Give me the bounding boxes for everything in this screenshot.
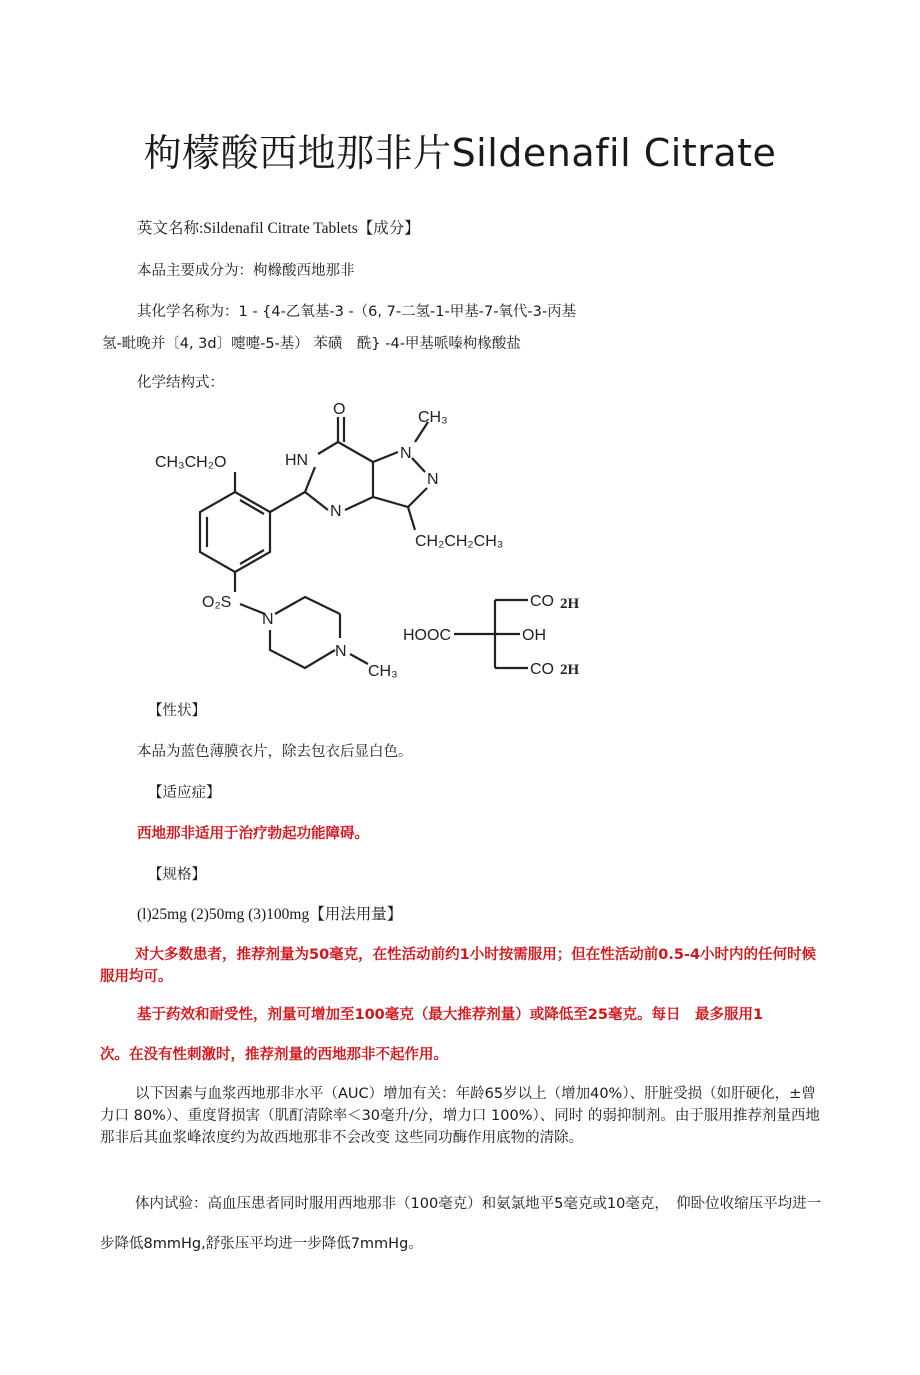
bond bbox=[270, 492, 305, 512]
structure-label: 化学结构式： bbox=[137, 375, 224, 391]
methyl-label: CH₃ bbox=[418, 409, 448, 426]
piperazine-n-label: N bbox=[335, 643, 347, 660]
bond bbox=[318, 442, 338, 454]
bond bbox=[270, 630, 335, 668]
dosage-paragraph-1: 对大多数患者，推荐剂量为50毫克，在性活动前约1小时按需服用；但在性活动前0.5-4小时内的任何时候服用均可。 bbox=[100, 947, 817, 985]
co2h-subscript: 2H bbox=[560, 596, 580, 612]
bond bbox=[373, 452, 398, 462]
in-vivo-paragraph: 体内试验：高血压患者同时服用西地那非（100毫克）和氨氯地平5毫克或10毫克， 仰卧位收缩压平均进一步降低8mmHg,舒张压平均进一步降低7mmHg。 bbox=[100, 1196, 822, 1252]
hooc-label: HOOC bbox=[403, 627, 451, 644]
bond bbox=[345, 497, 373, 510]
bond bbox=[305, 467, 315, 492]
co2h-subscript: 2H bbox=[560, 662, 580, 678]
bond bbox=[350, 654, 368, 664]
n-label: N bbox=[427, 471, 439, 488]
chemical-name-line-2: 氢-毗晚并〔4, 3d〕嚏嚏-5-基） 苯磺 酰} -4-甲基哌嗪枸椽酸盐 bbox=[102, 336, 521, 352]
sulfonyl-label: O₂S bbox=[202, 594, 232, 611]
english-name: 英文名称:Sildenafil Citrate Tablets【成分】 bbox=[137, 220, 420, 237]
propyl-label: CH₂CH₂CH₃ bbox=[415, 533, 504, 550]
n-label: N bbox=[400, 445, 412, 462]
bond bbox=[373, 497, 408, 507]
spec-text: (l)25mg (2)50mg (3)100mg【用法用量】 bbox=[137, 906, 403, 923]
main-ingredient: 本品主要成分为：枸橼酸西地那非 bbox=[137, 263, 355, 279]
piperazine-n-label: N bbox=[262, 611, 274, 628]
appearance-text: 本品为蓝色薄膜衣片，除去包衣后显白色。 bbox=[137, 744, 413, 760]
indication-text: 西地那非适用于治疗勃起功能障碍。 bbox=[137, 826, 369, 842]
bond bbox=[408, 488, 427, 507]
hn-label: HN bbox=[285, 452, 309, 469]
dosage-paragraph-2a: 基于药效和耐受性，剂量可增加至100毫克（最大推荐剂量）或降低至25毫克。每日 最多服用1 bbox=[137, 1007, 764, 1023]
section-indication: 【适应症】 bbox=[148, 785, 221, 801]
ethoxy-label: CH₃CH₂O bbox=[155, 454, 227, 471]
bond bbox=[412, 458, 425, 472]
dosage-paragraph-2b: 次。在没有性刺激时，推荐剂量的西地那非不起作用。 bbox=[100, 1047, 448, 1063]
n-label: N bbox=[330, 503, 342, 520]
factors-paragraph: 以下因素与血浆西地那非水平（AUC）增加有关：年龄65岁以上（增加40%）、肝脏受损（如肝硬化，±曾力口 80%）、重度肾损害（肌酊清除率＜30毫升/分，增力口 100%）、同时 的弱抑制剂。由于服用推荐剂量西地那非后其血浆峰浓度约为故西地那非不会改变 这些同功酶作用底物的清除。 bbox=[100, 1086, 820, 1146]
oh-label: OH bbox=[522, 627, 546, 644]
co2h-label: CO bbox=[530, 593, 554, 610]
bond bbox=[338, 442, 373, 462]
oxygen-label: O bbox=[333, 401, 346, 418]
page-title: 枸檬酸西地那非片Sildenafil Citrate bbox=[143, 131, 777, 175]
co2h-label: CO bbox=[530, 661, 554, 678]
chemical-name-line-1: 其化学名称为：1 - {4-乙氧基-3 -（6, 7-二氢-1-甲基-7-氧代-3-丙基 bbox=[137, 304, 577, 320]
methyl-label: CH₃ bbox=[368, 663, 398, 680]
bond bbox=[408, 507, 415, 530]
bond bbox=[275, 597, 340, 614]
chemical-structure-diagram bbox=[140, 392, 600, 692]
section-appearance: 【性状】 bbox=[148, 703, 206, 719]
bond bbox=[305, 492, 328, 510]
section-spec: 【规格】 bbox=[148, 867, 206, 883]
benzene-ring bbox=[200, 492, 270, 572]
